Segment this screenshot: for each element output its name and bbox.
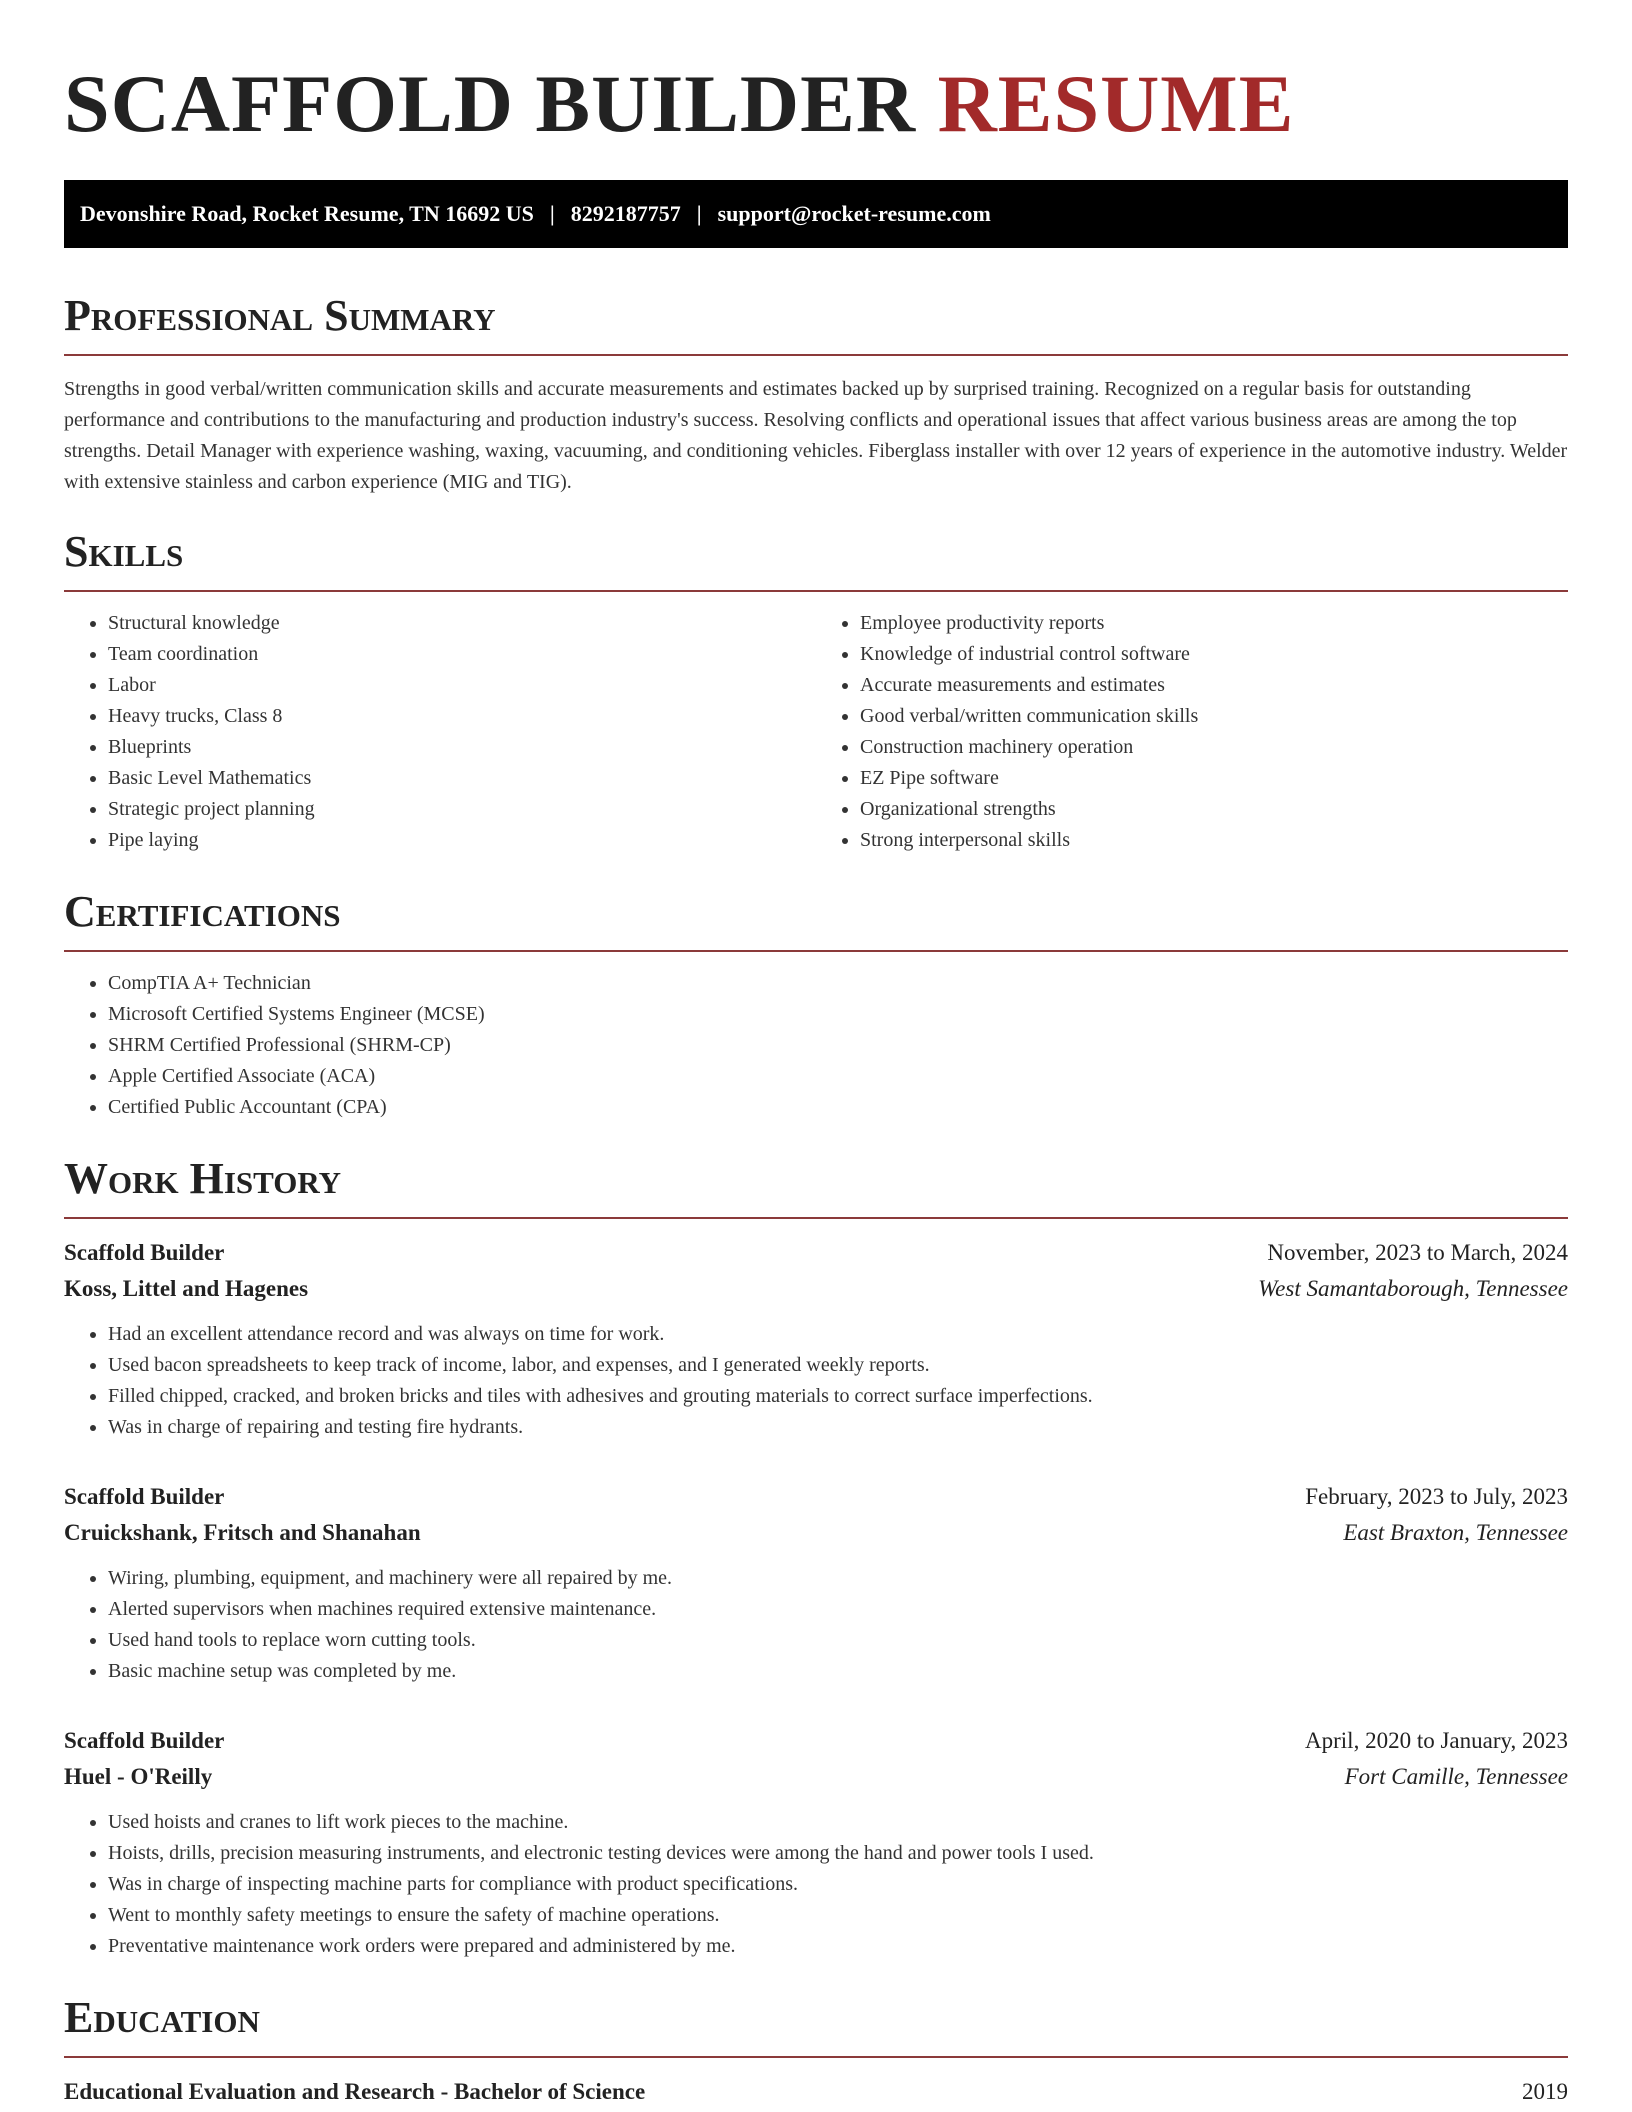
contact-address: Devonshire Road, Rocket Resume, TN 16692 US: [80, 201, 534, 226]
summary-text: Strengths in good verbal/written communication skills and accurate measurements and estimates backed up by surprised training. Recognized on a regular basis for outstanding performance and contributions to the manufacturing and production industry's success. Resolving conflicts and operational issues that affect various business areas are among the top strengths. Detail Manager with experience washing, waxing, vacuuming, and conditioning vehicles. Fiberglass installer with over 12 years of experience in the automotive industry. Welder with extensive stainless and carbon experience (MIG and TIG).: [64, 378, 1568, 493]
job-header: [64, 1479, 1568, 1515]
work-history-section: [64, 1153, 1568, 1962]
title-main: SCAFFOLD BUILDER: [64, 58, 938, 149]
skill-item: • Labor: [108, 670, 816, 701]
resume-title: [64, 0, 1568, 152]
contact-phone: 8292187757: [570, 201, 681, 226]
job-location: Fort Camille, Tennessee: [1344, 1764, 1568, 1789]
job-bullet: • Used hand tools to replace worn cutting tools.: [108, 1625, 1568, 1656]
job-bullet: • Filled chipped, cracked, and broken bricks and tiles with adhesives and grouting materials to correct surface imperfections.: [108, 1381, 1568, 1412]
skill-item: • Strong interpersonal skills: [860, 825, 1568, 856]
skill-item: • Organizational strengths: [860, 794, 1568, 825]
section-heading-work-history: Work History: [64, 1154, 342, 1203]
job-entry: [64, 1235, 1568, 1443]
section-divider: [64, 354, 1568, 356]
job-bullet: • Preventative maintenance work orders were prepared and administered by me.: [108, 1931, 1568, 1962]
skill-item: • Accurate measurements and estimates: [860, 670, 1568, 701]
contact-separator: |: [696, 201, 702, 226]
section-divider: [64, 1217, 1568, 1219]
job-subheader: [64, 1271, 1568, 1307]
job-bullet: • Was in charge of inspecting machine parts for compliance with product specifications.: [108, 1869, 1568, 1900]
job-bullet: • Wiring, plumbing, equipment, and machinery were all repaired by me.: [108, 1563, 1568, 1594]
section-heading-certifications: Certifications: [64, 887, 341, 936]
skills-column-left: [64, 608, 816, 856]
title-accent: RESUME: [937, 58, 1295, 149]
certification-item: • Apple Certified Associate (ACA): [108, 1061, 1568, 1092]
job-bullet: • Alerted supervisors when machines required extensive maintenance.: [108, 1594, 1568, 1625]
job-company: Huel - O'Reilly: [64, 1764, 213, 1789]
job-header: [64, 1723, 1568, 1759]
education-section: [64, 1992, 1568, 2110]
job-bullet: • Hoists, drills, precision measuring instruments, and electronic testing devices were among the hand and power tools I used.: [108, 1838, 1568, 1869]
job-title: Scaffold Builder: [64, 1240, 225, 1265]
job-bullet: • Used bacon spreadsheets to keep track of income, labor, and expenses, and I generated weekly reports.: [108, 1350, 1568, 1381]
job-subheader: [64, 1759, 1568, 1795]
certification-item: • Certified Public Accountant (CPA): [108, 1092, 1568, 1123]
skill-item: • Knowledge of industrial control software: [860, 639, 1568, 670]
certifications-section: [64, 886, 1568, 1123]
skill-item: • Team coordination: [108, 639, 816, 670]
job-dates: November, 2023 to March, 2024: [1267, 1240, 1568, 1265]
job-bullet: • Had an excellent attendance record and was always on time for work.: [108, 1319, 1568, 1350]
section-heading-education: Education: [64, 1993, 260, 2042]
contact-bar: [64, 180, 1568, 248]
summary-section: [64, 290, 1568, 498]
job-location: West Samantaborough, Tennessee: [1258, 1276, 1568, 1301]
skill-item: • Basic Level Mathematics: [108, 763, 816, 794]
education-degree: Educational Evaluation and Research - Bachelor of Science: [64, 2079, 646, 2104]
contact-separator: |: [549, 201, 555, 226]
education-entry: [64, 2074, 1568, 2110]
section-heading-skills: Skills: [64, 527, 184, 576]
skill-item: • Strategic project planning: [108, 794, 816, 825]
job-dates: February, 2023 to July, 2023: [1305, 1484, 1568, 1509]
contact-email: support@rocket-resume.com: [717, 201, 991, 226]
skills-section: [64, 526, 1568, 856]
job-bullet: • Basic machine setup was completed by me.: [108, 1656, 1568, 1687]
section-divider: [64, 2056, 1568, 2058]
job-subheader: [64, 1515, 1568, 1551]
skill-item: • Pipe laying: [108, 825, 816, 856]
job-bullet: • Went to monthly safety meetings to ensure the safety of machine operations.: [108, 1900, 1568, 1931]
skill-item: • EZ Pipe software: [860, 763, 1568, 794]
job-entry: [64, 1723, 1568, 1962]
job-title: Scaffold Builder: [64, 1728, 225, 1753]
job-header: [64, 1235, 1568, 1271]
skills-columns: [64, 608, 1568, 856]
education-year: 2019: [1522, 2079, 1568, 2104]
section-divider: [64, 950, 1568, 952]
certification-item: • SHRM Certified Professional (SHRM-CP): [108, 1030, 1568, 1061]
skill-item: • Blueprints: [108, 732, 816, 763]
skill-item: • Heavy trucks, Class 8: [108, 701, 816, 732]
skill-item: • Good verbal/written communication skills: [860, 701, 1568, 732]
job-title: Scaffold Builder: [64, 1484, 225, 1509]
skill-item: • Construction machinery operation: [860, 732, 1568, 763]
job-dates: April, 2020 to January, 2023: [1305, 1728, 1568, 1753]
job-company: Koss, Littel and Hagenes: [64, 1276, 309, 1301]
job-bullet: • Used hoists and cranes to lift work pieces to the machine.: [108, 1807, 1568, 1838]
job-location: East Braxton, Tennessee: [1343, 1520, 1568, 1545]
skill-item: • Employee productivity reports: [860, 608, 1568, 639]
skills-column-right: [816, 608, 1568, 856]
job-company: Cruickshank, Fritsch and Shanahan: [64, 1520, 421, 1545]
skill-item: • Structural knowledge: [108, 608, 816, 639]
job-entry: [64, 1479, 1568, 1687]
section-divider: [64, 590, 1568, 592]
job-bullet: • Was in charge of repairing and testing fire hydrants.: [108, 1412, 1568, 1443]
section-heading-summary: Professional Summary: [64, 291, 496, 340]
certification-item: • Microsoft Certified Systems Engineer (MCSE): [108, 999, 1568, 1030]
certification-item: • CompTIA A+ Technician: [108, 968, 1568, 999]
